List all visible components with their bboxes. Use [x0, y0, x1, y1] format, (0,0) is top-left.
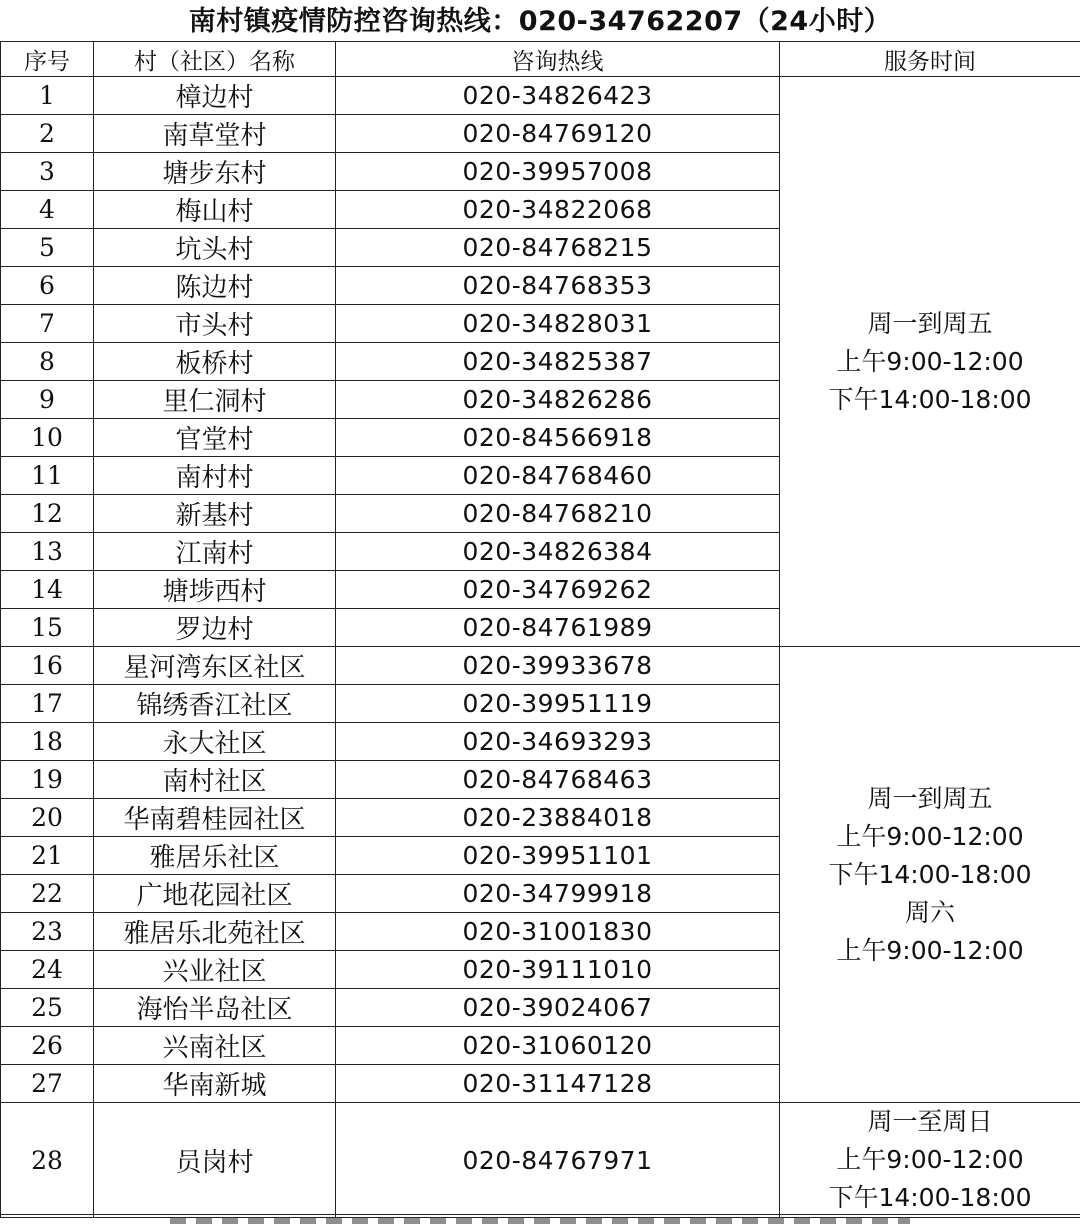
- community-name: 雅居乐社区: [94, 837, 336, 875]
- row-index: 2: [1, 115, 94, 153]
- hotline-number: 020-34799918: [336, 875, 780, 913]
- row-index: 22: [1, 875, 94, 913]
- hotline-number: 020-39933678: [336, 647, 780, 685]
- service-hours-daily: [780, 1103, 1080, 1218]
- hotline-number: 020-84768460: [336, 457, 780, 495]
- hours-line: 上午9:00-12:00: [836, 821, 1024, 851]
- row-index: 20: [1, 799, 94, 837]
- cropped-text-fragment: [170, 1217, 910, 1224]
- hours-line: 上午9:00-12:00: [836, 935, 1024, 965]
- village-name: 新基村: [94, 495, 336, 533]
- row-index: 18: [1, 723, 94, 761]
- hotline-number: 020-31147128: [336, 1065, 780, 1103]
- table-row: [1, 1103, 1080, 1218]
- hotline-number: 020-39957008: [336, 153, 780, 191]
- hotline-number: 020-84769120: [336, 115, 780, 153]
- community-name: 锦绣香江社区: [94, 685, 336, 723]
- table-row: [1, 647, 1080, 685]
- hotline-number: 020-34693293: [336, 723, 780, 761]
- row-index: 8: [1, 343, 94, 381]
- village-name: 员岗村: [94, 1103, 336, 1218]
- hotline-number: 020-84566918: [336, 419, 780, 457]
- row-index: 12: [1, 495, 94, 533]
- row-index: 9: [1, 381, 94, 419]
- hours-line: 周一至周日: [867, 1107, 993, 1136]
- header-hours: 服务时间: [780, 42, 1080, 77]
- village-name: 江南村: [94, 533, 336, 571]
- village-name: 罗边村: [94, 609, 336, 647]
- village-name: 官堂村: [94, 419, 336, 457]
- row-index: 16: [1, 647, 94, 685]
- hotline-number: 020-34826423: [336, 77, 780, 115]
- hotline-number: 020-34769262: [336, 571, 780, 609]
- community-name: 雅居乐北苑社区: [94, 913, 336, 951]
- header-name: 村（社区）名称: [94, 42, 336, 77]
- hotline-number: 020-84768353: [336, 267, 780, 305]
- row-index: 26: [1, 1027, 94, 1065]
- village-name: 塘埗西村: [94, 571, 336, 609]
- community-name: 兴南社区: [94, 1027, 336, 1065]
- village-name: 樟边村: [94, 77, 336, 115]
- hours-line: 下午14:00-18:00: [828, 384, 1032, 414]
- row-index: 23: [1, 913, 94, 951]
- village-name: 里仁洞村: [94, 381, 336, 419]
- cropped-footer-row: [0, 1214, 1080, 1224]
- row-index: 15: [1, 609, 94, 647]
- village-name: 坑头村: [94, 229, 336, 267]
- hotline-number: 020-23884018: [336, 799, 780, 837]
- hotline-number: 020-34828031: [336, 305, 780, 343]
- page-title: 南村镇疫情防控咨询热线：020-34762207（24小时）: [188, 6, 892, 37]
- row-index: 14: [1, 571, 94, 609]
- row-index: 25: [1, 989, 94, 1027]
- hotline-number: 020-84768463: [336, 761, 780, 799]
- hotline-number: 020-39951101: [336, 837, 780, 875]
- community-name: 华南碧桂园社区: [94, 799, 336, 837]
- hours-line: 周一到周五: [867, 308, 993, 338]
- row-index: 21: [1, 837, 94, 875]
- row-index: 6: [1, 267, 94, 305]
- row-index: 3: [1, 153, 94, 191]
- village-name: 市头村: [94, 305, 336, 343]
- row-index: 10: [1, 419, 94, 457]
- hotline-number: 020-34825387: [336, 343, 780, 381]
- village-name: 塘步东村: [94, 153, 336, 191]
- row-index: 11: [1, 457, 94, 495]
- community-name: 华南新城: [94, 1065, 336, 1103]
- table-header-row: [1, 42, 1080, 77]
- village-name: 南村村: [94, 457, 336, 495]
- hotline-number: 020-31060120: [336, 1027, 780, 1065]
- hotline-number: 020-39024067: [336, 989, 780, 1027]
- table-row: [1, 77, 1080, 115]
- community-name: 星河湾东区社区: [94, 647, 336, 685]
- row-index: 27: [1, 1065, 94, 1103]
- hotline-number: 020-34826384: [336, 533, 780, 571]
- row-index: 28: [1, 1103, 94, 1218]
- hotline-number: 020-34822068: [336, 191, 780, 229]
- header-phone: 咨询热线: [336, 42, 780, 77]
- row-index: 24: [1, 951, 94, 989]
- hours-line: 周一到周五: [867, 783, 993, 813]
- row-index: 13: [1, 533, 94, 571]
- community-name: 海怡半岛社区: [94, 989, 336, 1027]
- hotline-number: 020-39111010: [336, 951, 780, 989]
- hotline-number: 020-84767971: [336, 1103, 780, 1218]
- row-index: 1: [1, 77, 94, 115]
- hours-line: 上午9:00-12:00: [836, 1145, 1024, 1174]
- hours-line: 下午14:00-18:00: [828, 1183, 1032, 1212]
- hours-line: 下午14:00-18:00: [828, 859, 1032, 889]
- row-index: 5: [1, 229, 94, 267]
- hotline-number: 020-39951119: [336, 685, 780, 723]
- row-index: 7: [1, 305, 94, 343]
- village-name: 陈边村: [94, 267, 336, 305]
- hours-line: 周六: [904, 897, 955, 927]
- village-name: 南草堂村: [94, 115, 336, 153]
- hotline-number: 020-84761989: [336, 609, 780, 647]
- village-name: 梅山村: [94, 191, 336, 229]
- service-hours-weekday-saturday: [780, 647, 1080, 1103]
- hotline-number: 020-84768215: [336, 229, 780, 267]
- row-index: 4: [1, 191, 94, 229]
- village-name: 板桥村: [94, 343, 336, 381]
- community-name: 兴业社区: [94, 951, 336, 989]
- hotline-number: 020-84768210: [336, 495, 780, 533]
- community-name: 南村社区: [94, 761, 336, 799]
- row-index: 17: [1, 685, 94, 723]
- header-index: 序号: [1, 42, 94, 77]
- community-name: 永大社区: [94, 723, 336, 761]
- hours-line: 上午9:00-12:00: [836, 346, 1024, 376]
- hotline-number: 020-34826286: [336, 381, 780, 419]
- service-hours-weekday: [780, 77, 1080, 647]
- hotline-number: 020-31001830: [336, 913, 780, 951]
- hotline-table: [0, 41, 1080, 1218]
- row-index: 19: [1, 761, 94, 799]
- community-name: 广地花园社区: [94, 875, 336, 913]
